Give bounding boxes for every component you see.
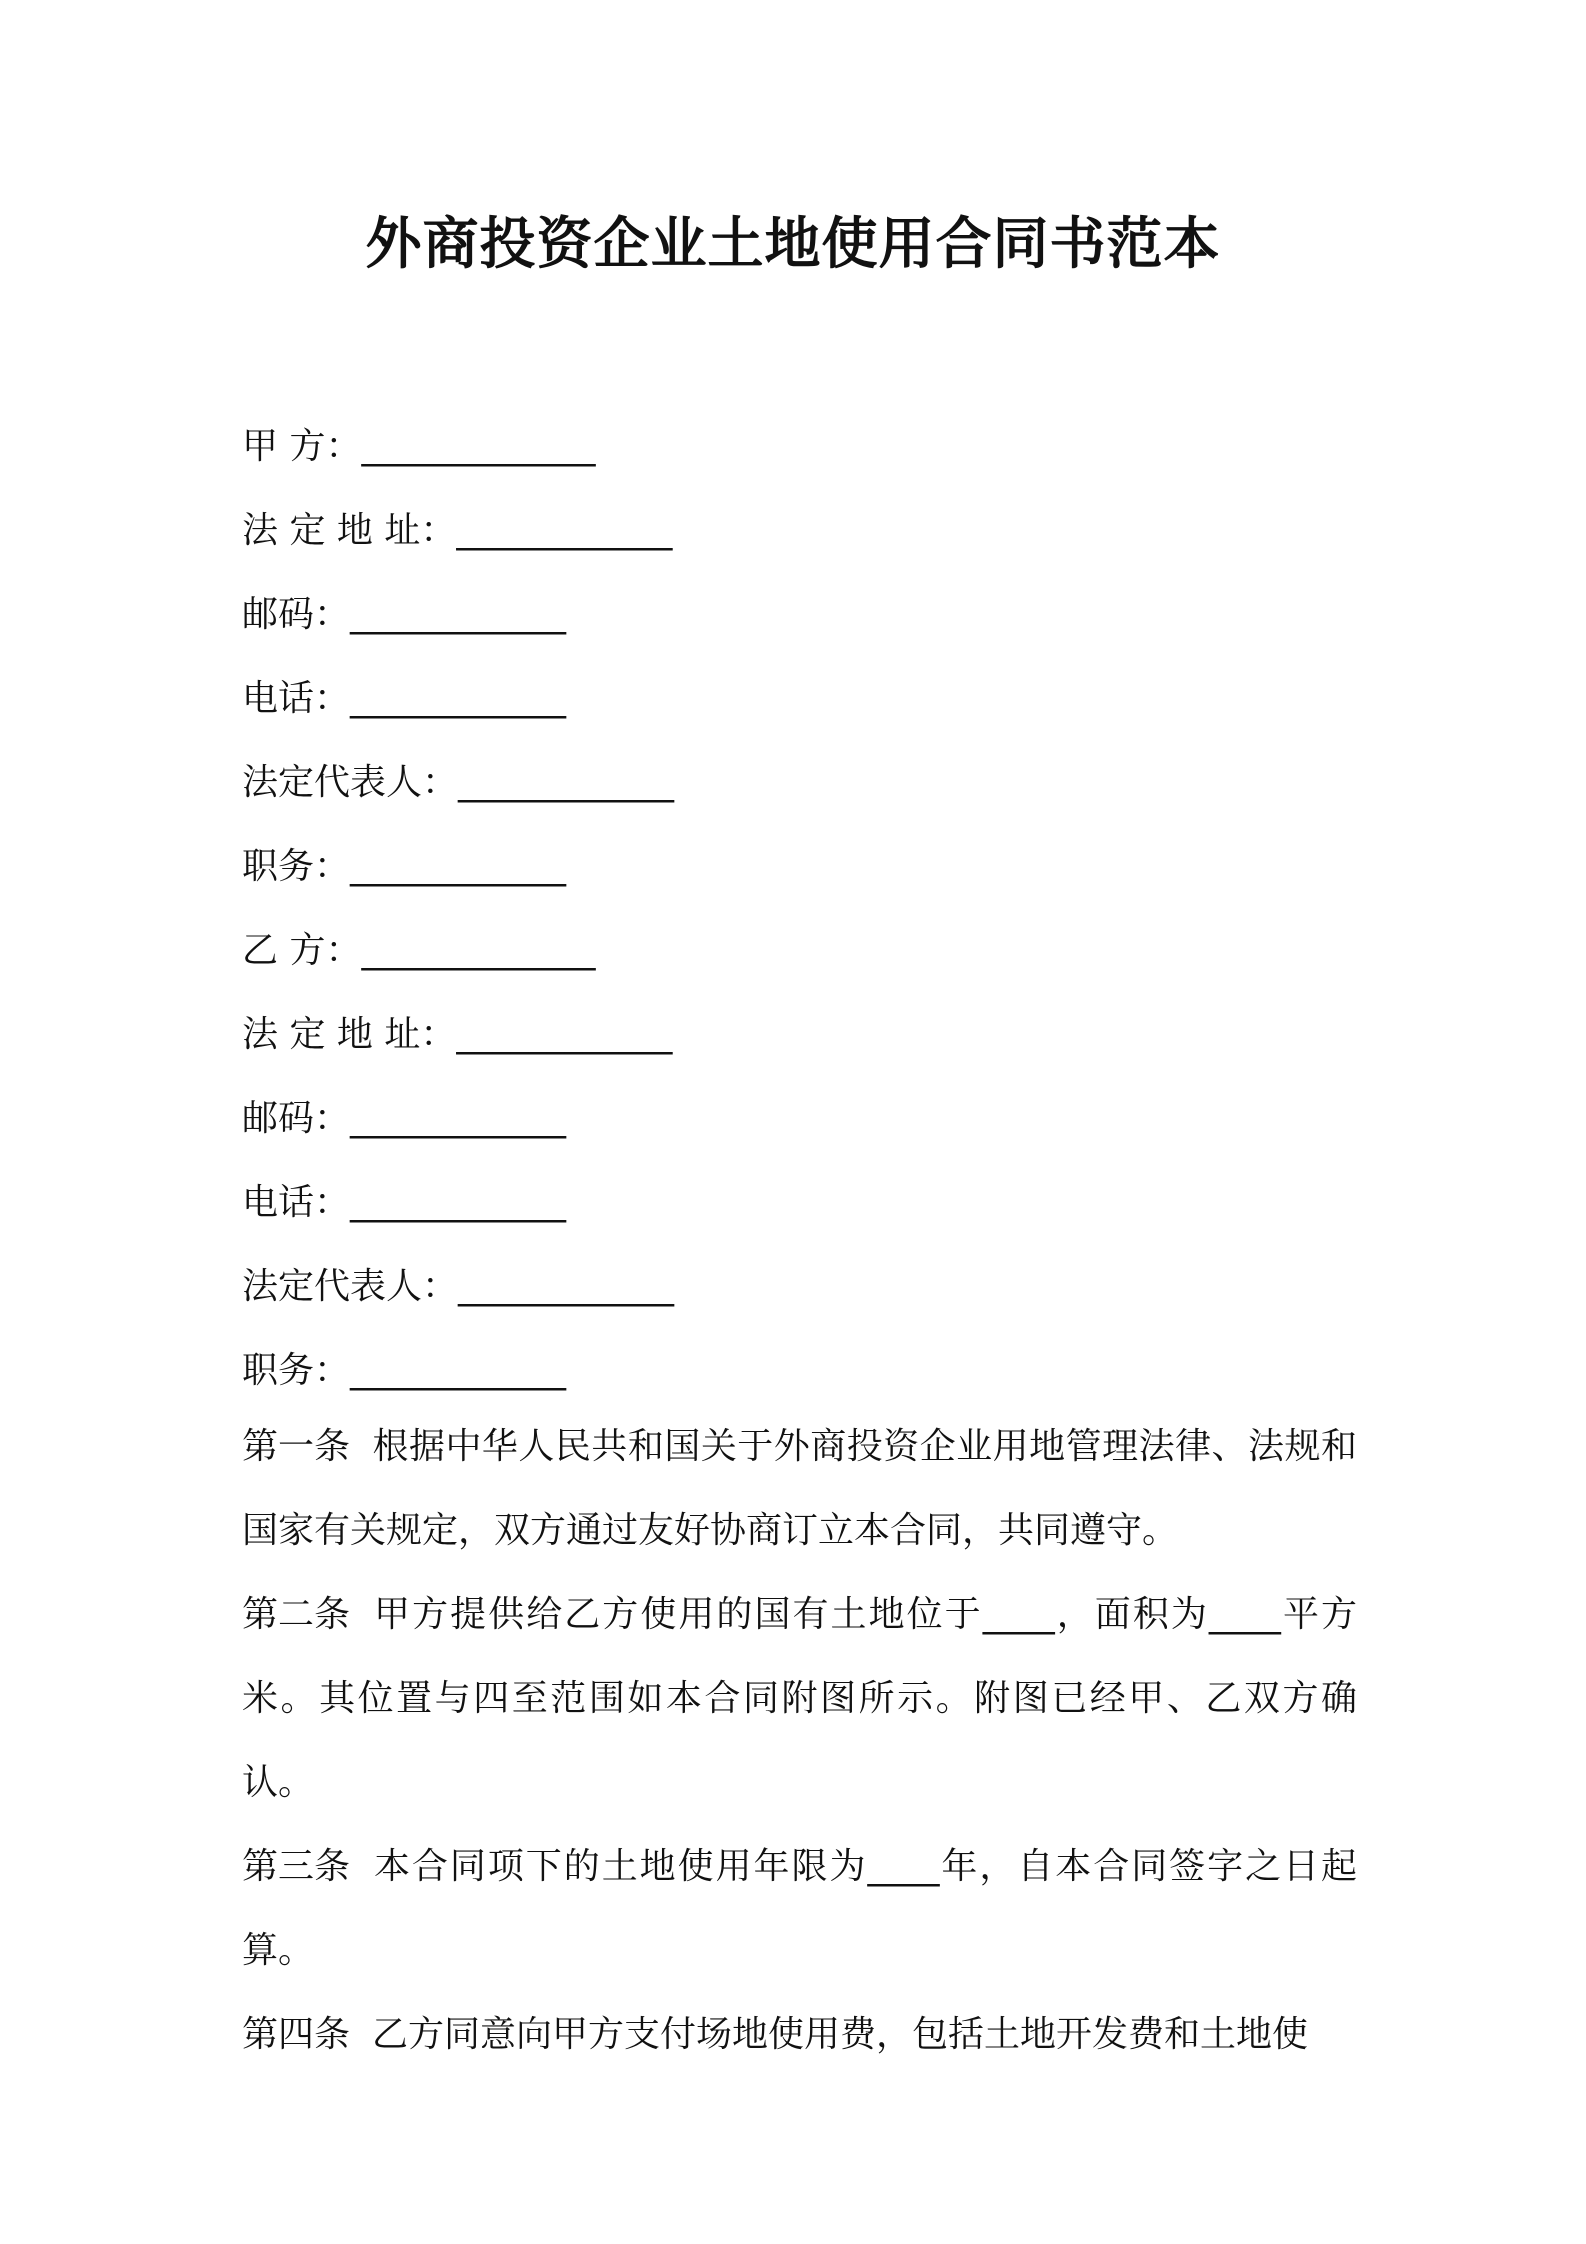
- article-1: [242, 1405, 1357, 1573]
- field-blank: ____________: [350, 1182, 567, 1223]
- field-blank: ____________: [350, 1098, 567, 1139]
- party-b-representative-field: [242, 1245, 1362, 1329]
- field-blank: ____________: [350, 846, 567, 887]
- article-number: 第二条: [242, 1594, 351, 1635]
- field-label: 乙 方：: [242, 930, 362, 971]
- field-label: 邮码：: [242, 594, 351, 635]
- field-blank: ____________: [350, 678, 567, 719]
- field-label: 电话：: [242, 678, 351, 719]
- field-blank: ____________: [458, 1266, 675, 1307]
- field-blank: _____________: [361, 426, 596, 467]
- party-a-position-field: [242, 825, 1362, 909]
- field-label: 法定代表人：: [242, 1266, 459, 1307]
- party-b-address-field: [242, 993, 1362, 1077]
- article-number: 第一条: [242, 1426, 351, 1467]
- article-text: 本合同项下的土地使用年限为____年，自本合同签字之日起算。: [242, 1846, 1357, 1971]
- field-blank: ____________: [458, 762, 675, 803]
- field-label: 甲 方：: [242, 426, 362, 467]
- party-fields: [242, 405, 1362, 1413]
- article-text: 甲方提供给乙方使用的国有土地位于____，面积为____平方米。其位置与四至范围如本合同附图所示。附图已经甲、乙双方确认。: [242, 1594, 1357, 1803]
- article-text: 根据中华人民共和国关于外商投资企业用地管理法律、法规和国家有关规定，双方通过友好协商订立本合同，共同遵守。: [242, 1426, 1357, 1551]
- field-label: 邮码：: [242, 1098, 351, 1139]
- party-b-name-field: [242, 909, 1362, 993]
- article-number: 第四条: [242, 2014, 351, 2055]
- field-label: 法 定 地 址：: [242, 1014, 457, 1055]
- field-blank: ____________: [350, 594, 567, 635]
- article-text: 乙方同意向甲方支付场地使用费，包括土地开发费和土地使: [372, 2014, 1309, 2055]
- field-blank: ____________: [456, 510, 673, 551]
- article-number: 第三条: [242, 1846, 351, 1887]
- field-blank: ____________: [456, 1014, 673, 1055]
- party-b-postcode-field: [242, 1077, 1362, 1161]
- party-a-representative-field: [242, 741, 1362, 825]
- article-3: [242, 1825, 1357, 1993]
- field-label: 职务：: [242, 846, 351, 887]
- article-4: [242, 1993, 1357, 2077]
- party-a-name-field: [242, 405, 1362, 489]
- field-label: 职务：: [242, 1350, 351, 1391]
- field-label: 法定代表人：: [242, 762, 459, 803]
- contract-articles: [242, 1405, 1357, 2077]
- party-b-phone-field: [242, 1161, 1362, 1245]
- document-title: 外商投资企业土地使用合同书范本: [365, 212, 1221, 277]
- field-blank: ____________: [350, 1350, 567, 1391]
- party-a-postcode-field: [242, 573, 1362, 657]
- party-a-phone-field: [242, 657, 1362, 741]
- field-blank: _____________: [361, 930, 596, 971]
- party-b-position-field: [242, 1329, 1362, 1413]
- party-a-address-field: [242, 489, 1362, 573]
- article-2: [242, 1573, 1357, 1825]
- field-label: 电话：: [242, 1182, 351, 1223]
- field-label: 法 定 地 址：: [242, 510, 457, 551]
